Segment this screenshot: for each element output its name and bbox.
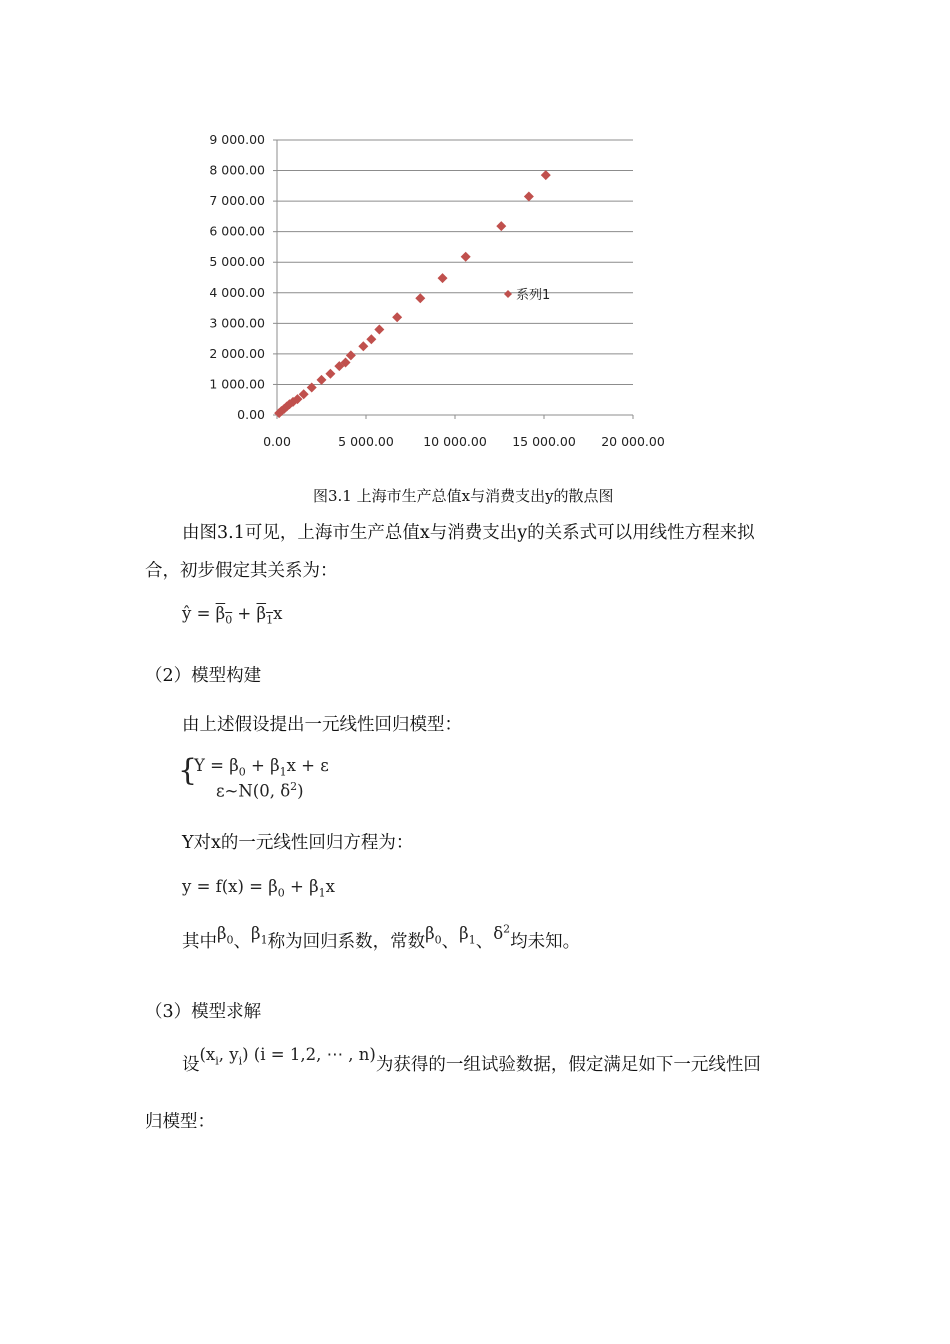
data-point xyxy=(366,334,376,344)
y-tick-label: 2 000.00 xyxy=(209,345,265,361)
y-tick-label: 9 000.00 xyxy=(209,132,265,147)
figure-caption: 图3.1 上海市生产总值x与消费支出y的散点图 xyxy=(313,487,614,505)
equation-regression: $y = f(x) = \beta_0 + \beta_1x$ xyxy=(182,877,335,900)
data-point xyxy=(358,341,368,351)
data-point xyxy=(541,170,551,180)
data-point xyxy=(325,369,335,379)
y-tick-label: 8 000.00 xyxy=(209,162,265,178)
data-point xyxy=(392,312,402,322)
paragraph-line: Y对x的一元线性回归方程为： xyxy=(182,833,414,853)
x-tick-label: 10 000.00 xyxy=(423,434,487,449)
y-tick-label: 1 000.00 xyxy=(209,376,265,392)
y-tick-label: 4 000.00 xyxy=(209,284,265,300)
y-tick-label: 5 000.00 xyxy=(209,254,265,270)
data-point xyxy=(415,293,425,303)
data-point xyxy=(524,192,534,202)
y-tick-label: 0.00 xyxy=(237,407,265,422)
x-tick-label: 15 000.00 xyxy=(512,434,576,449)
data-point xyxy=(461,252,471,262)
equation-fit: ŷ = $\beta_0 + \beta_1x$ xyxy=(182,604,283,627)
x-tick-label: 20 000.00 xyxy=(601,434,665,449)
data-point xyxy=(346,350,356,360)
data-point xyxy=(496,221,506,231)
legend-marker xyxy=(504,290,512,298)
paragraph-line: 合，初步假定其关系为： xyxy=(145,561,338,581)
y-tick-label: 6 000.00 xyxy=(209,223,265,239)
paragraph-line: 归模型： xyxy=(145,1112,215,1132)
data-point xyxy=(317,375,327,385)
legend-label: 系列1 xyxy=(516,288,551,303)
paragraph-line: 其中$\beta_0$、$\beta_1$称为回归系数，常数$\beta_0$、$\beta_1$、$\delta^2$均未知。 xyxy=(182,922,581,952)
paragraph-line: 设($x_i$, $y_i$) (i = 1,2, ⋯ , n)为获得的一组试验数据，假定满足如下一元线性回 xyxy=(182,1045,761,1075)
data-point xyxy=(374,324,384,334)
x-tick-label: 5 000.00 xyxy=(338,434,394,449)
data-point xyxy=(438,273,448,283)
y-tick-label: 3 000.00 xyxy=(209,315,265,331)
scatter-chart xyxy=(190,125,690,465)
y-tick-label: 7 000.00 xyxy=(209,193,265,209)
paragraph-line: 由图3.1可见，上海市生产总值x与消费支出y的关系式可以用线性方程来拟 xyxy=(182,523,755,543)
x-tick-label: 0.00 xyxy=(263,434,291,449)
paragraph-line: 由上述假设提出一元线性回归模型： xyxy=(182,715,462,735)
section-heading: （2）模型构建 xyxy=(145,666,262,686)
section-heading: （3）模型求解 xyxy=(145,1002,262,1022)
